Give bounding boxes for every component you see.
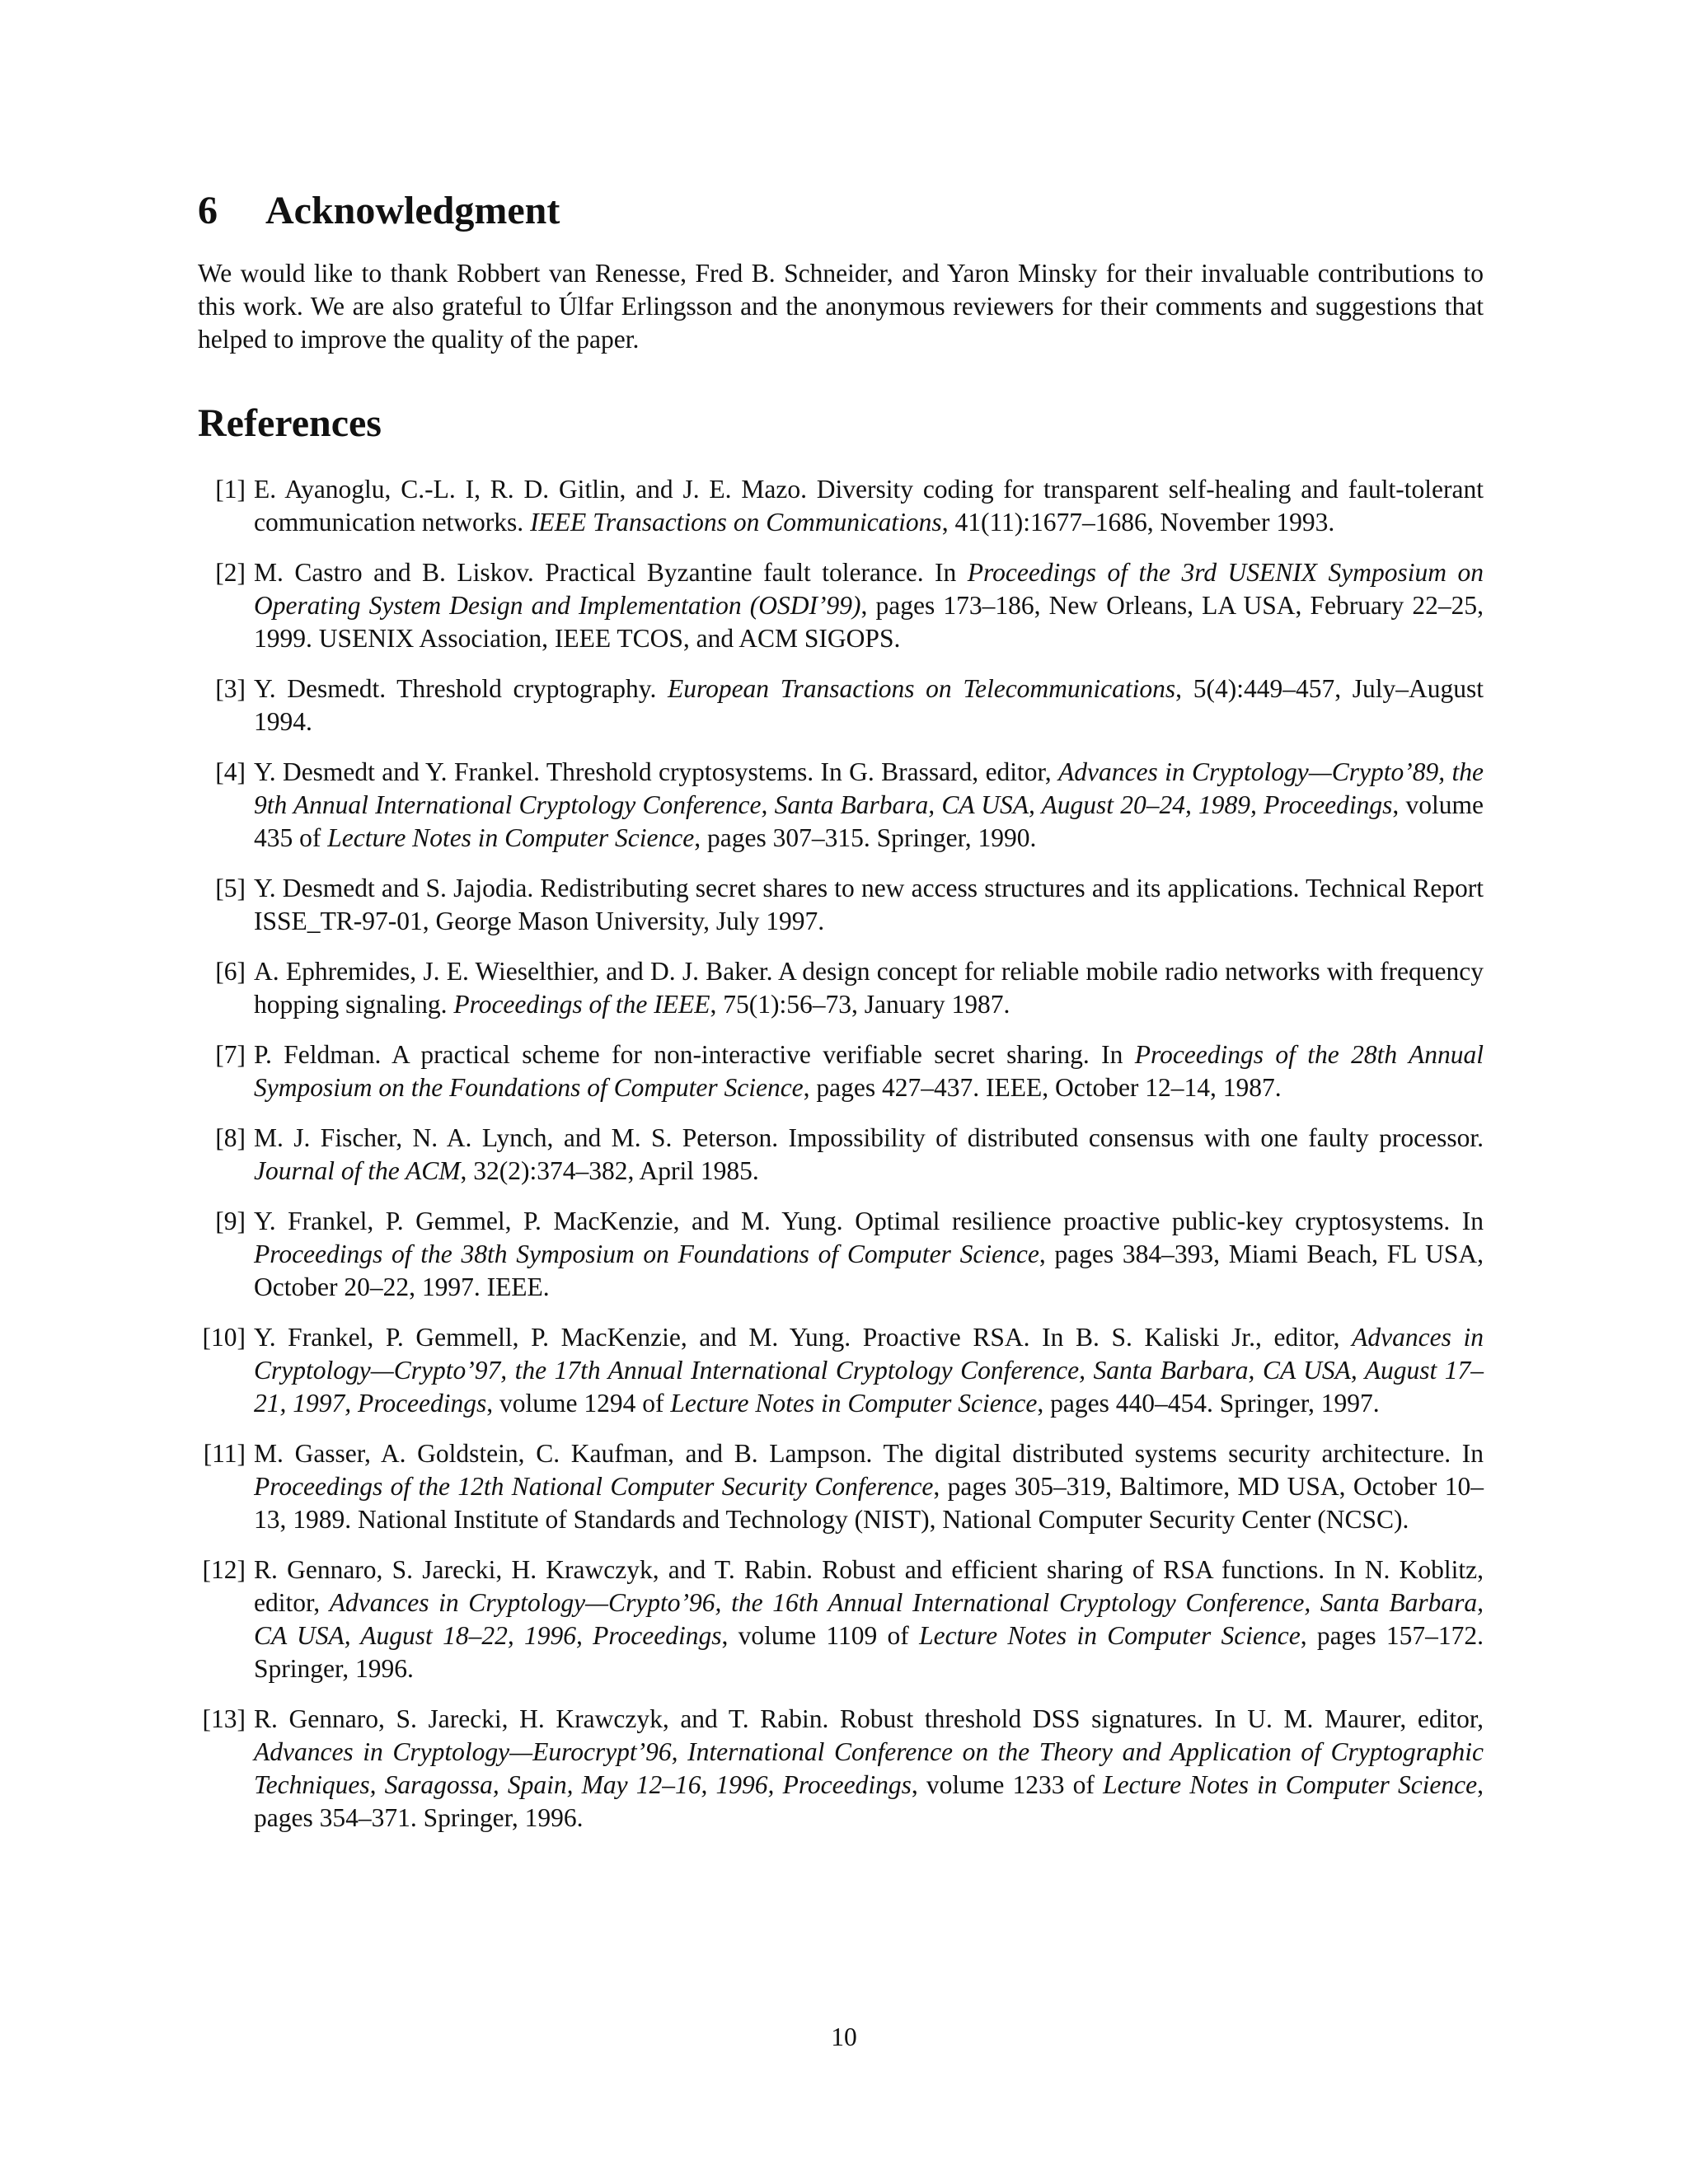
reference-text	[254, 957, 1484, 1019]
reference-item	[198, 556, 1484, 655]
reference-label: [9]	[215, 1207, 246, 1235]
reference-segment: , volume 1233 of	[911, 1770, 1104, 1799]
reference-venue: European Transactions on Telecommunications	[668, 674, 1176, 703]
reference-segment: , volume 435 of	[254, 790, 1484, 852]
reference-segment: A. Ephremides, J. E. Wieselthier, and D. J. Baker. A design concept for reliable mobile radio networks with frequency hopping signaling.	[254, 957, 1484, 1019]
reference-text	[254, 1040, 1484, 1102]
reference-venue: Advances in Cryptology—Crypto’89, the 9th Annual International Cryptology Conference, Santa Barbara, CA USA, August 20–24, 1989, Proceedings	[254, 757, 1484, 819]
references-heading: References	[198, 401, 382, 445]
reference-venue: Lecture Notes in Computer Science	[919, 1621, 1301, 1650]
reference-segment: Y. Desmedt and S. Jajodia. Redistributing secret shares to new access structures and its applications. Technical Report ISSE_TR-97-01, George Mason University, July 1997.	[254, 874, 1484, 935]
reference-text	[254, 1555, 1484, 1683]
reference-venue: Proceedings of the 12th National Computer Security Conference	[254, 1472, 934, 1501]
reference-venue: Advances in Cryptology—Crypto’97, the 17th Annual International Cryptology Conference, Santa Barbara, CA USA, August 17–21, 1997, Proceedings	[254, 1323, 1484, 1418]
page-number: 10	[831, 2022, 857, 2051]
reference-segment: Y. Frankel, P. Gemmel, P. MacKenzie, and M. Yung. Optimal resilience proactive public-key cryptosystems. In	[254, 1207, 1484, 1235]
acknowledgment-paragraph: We would like to thank Robbert van Renesse, Fred B. Schneider, and Yaron Minsky for their invaluable contributions to this work. We are also grateful to Úlfar Erlingsson and the anonymous reviewers for their comments and suggestions that helped to improve the quality of the paper.	[198, 259, 1484, 354]
reference-venue: Journal of the ACM	[254, 1156, 461, 1185]
reference-segment: , pages 157–172. Springer, 1996.	[254, 1621, 1484, 1683]
reference-label: [2]	[215, 558, 246, 587]
reference-segment: M. Gasser, A. Goldstein, C. Kaufman, and B. Lampson. The digital distributed systems security architecture. In	[254, 1439, 1484, 1468]
reference-segment: , 32(2):374–382, April 1985.	[460, 1156, 759, 1185]
reference-text	[254, 1704, 1484, 1832]
reference-segment: , 41(11):1677–1686, November 1993.	[941, 508, 1335, 537]
reference-label: [10]	[202, 1323, 246, 1352]
reference-venue: Proceedings of the 28th Annual Symposium on the Foundations of Computer Science	[254, 1040, 1484, 1102]
reference-label: [11]	[203, 1439, 246, 1468]
reference-text	[254, 475, 1484, 537]
reference-segment: , pages 354–371. Springer, 1996.	[254, 1770, 1484, 1832]
reference-label: [8]	[215, 1123, 246, 1152]
reference-text	[254, 1123, 1484, 1185]
reference-segment: , pages 173–186, New Orleans, LA USA, February 22–25, 1999. USENIX Association, IEEE TCOS, and ACM SIGOPS.	[254, 591, 1484, 653]
reference-text	[254, 1439, 1484, 1534]
reference-item	[198, 1554, 1484, 1685]
reference-item	[198, 955, 1484, 1021]
reference-text	[254, 1207, 1484, 1301]
reference-segment: , volume 1109 of	[721, 1621, 920, 1650]
reference-list	[198, 473, 1484, 1852]
reference-text	[254, 757, 1484, 852]
reference-venue: Proceedings of the IEEE	[453, 990, 710, 1019]
reference-item	[198, 1437, 1484, 1536]
reference-label: [1]	[215, 475, 246, 504]
reference-segment: , 75(1):56–73, January 1987.	[710, 990, 1010, 1019]
reference-venue: Proceedings of the 3rd USENIX Symposium on Operating System Design and Implementation (OSDI’99)	[254, 558, 1484, 620]
reference-segment: R. Gennaro, S. Jarecki, H. Krawczyk, and T. Rabin. Robust and efficient sharing of RSA functions. In N. Koblitz, editor,	[254, 1555, 1484, 1617]
reference-segment: M. Castro and B. Liskov. Practical Byzantine fault tolerance. In	[254, 558, 968, 587]
reference-venue: IEEE Transactions on Communications	[530, 508, 942, 537]
reference-label: [6]	[215, 957, 246, 986]
reference-label: [4]	[215, 757, 246, 786]
reference-venue: Lecture Notes in Computer Science	[670, 1389, 1038, 1418]
reference-segment: Y. Desmedt and Y. Frankel. Threshold cryptosystems. In G. Brassard, editor,	[254, 757, 1059, 786]
reference-label: [3]	[215, 674, 246, 703]
reference-item	[198, 673, 1484, 738]
section-number: 6	[198, 189, 218, 232]
reference-item	[198, 1703, 1484, 1835]
reference-text	[254, 1323, 1484, 1418]
reference-segment: , pages 427–437. IEEE, October 12–14, 1987.	[803, 1073, 1282, 1102]
reference-venue: Advances in Cryptology—Eurocrypt’96, International Conference on the Theory and Application of Cryptographic Techniques, Saragossa, Spain, May 12–16, 1996, Proceedings	[254, 1737, 1484, 1799]
reference-venue: Proceedings of the 38th Symposium on Foundations of Computer Science	[254, 1240, 1039, 1268]
reference-label: [5]	[215, 874, 246, 902]
reference-item	[198, 473, 1484, 539]
reference-segment: , pages 305–319, Baltimore, MD USA, October 10–13, 1989. National Institute of Standards and Technology (NIST), National Computer Security Center (NCSC).	[254, 1472, 1484, 1534]
reference-segment: P. Feldman. A practical scheme for non-interactive verifiable secret sharing. In	[254, 1040, 1135, 1069]
reference-venue: Lecture Notes in Computer Science	[1103, 1770, 1478, 1799]
reference-item	[198, 1038, 1484, 1104]
reference-label: [7]	[215, 1040, 246, 1069]
reference-segment: , volume 1294 of	[486, 1389, 671, 1418]
reference-segment: Y. Desmedt. Threshold cryptography.	[254, 674, 668, 703]
reference-item	[198, 756, 1484, 855]
reference-segment: R. Gennaro, S. Jarecki, H. Krawczyk, and T. Rabin. Robust threshold DSS signatures. In U. M. Maurer, editor,	[254, 1704, 1484, 1733]
reference-item	[198, 1205, 1484, 1304]
reference-text	[254, 674, 1484, 736]
reference-segment: M. J. Fischer, N. A. Lynch, and M. S. Peterson. Impossibility of distributed consensus with one faulty processor.	[254, 1123, 1484, 1152]
reference-venue: Advances in Cryptology—Crypto’96, the 16th Annual International Cryptology Conference, Santa Barbara, CA USA, August 18–22, 1996, Proceedings	[254, 1588, 1484, 1650]
reference-segment: E. Ayanoglu, C.-L. I, R. D. Gitlin, and J. E. Mazo. Diversity coding for transparent self-healing and fault-tolerant communication networks.	[254, 475, 1484, 537]
reference-label: [12]	[202, 1555, 246, 1584]
reference-label: [13]	[202, 1704, 246, 1733]
reference-item	[198, 872, 1484, 938]
reference-segment: , pages 384–393, Miami Beach, FL USA, October 20–22, 1997. IEEE.	[254, 1240, 1484, 1301]
reference-segment: , pages 440–454. Springer, 1997.	[1037, 1389, 1380, 1418]
reference-segment: , pages 307–315. Springer, 1990.	[694, 823, 1037, 852]
section-title: Acknowledgment	[265, 189, 560, 232]
reference-item	[198, 1321, 1484, 1420]
section-heading	[198, 188, 560, 234]
reference-venue: Lecture Notes in Computer Science	[327, 823, 695, 852]
reference-text	[254, 558, 1484, 653]
reference-segment: Y. Frankel, P. Gemmell, P. MacKenzie, and M. Yung. Proactive RSA. In B. S. Kaliski Jr., editor,	[254, 1323, 1353, 1352]
reference-segment: , 5(4):449–457, July–August 1994.	[254, 674, 1484, 736]
reference-text	[254, 874, 1484, 935]
reference-item	[198, 1122, 1484, 1188]
